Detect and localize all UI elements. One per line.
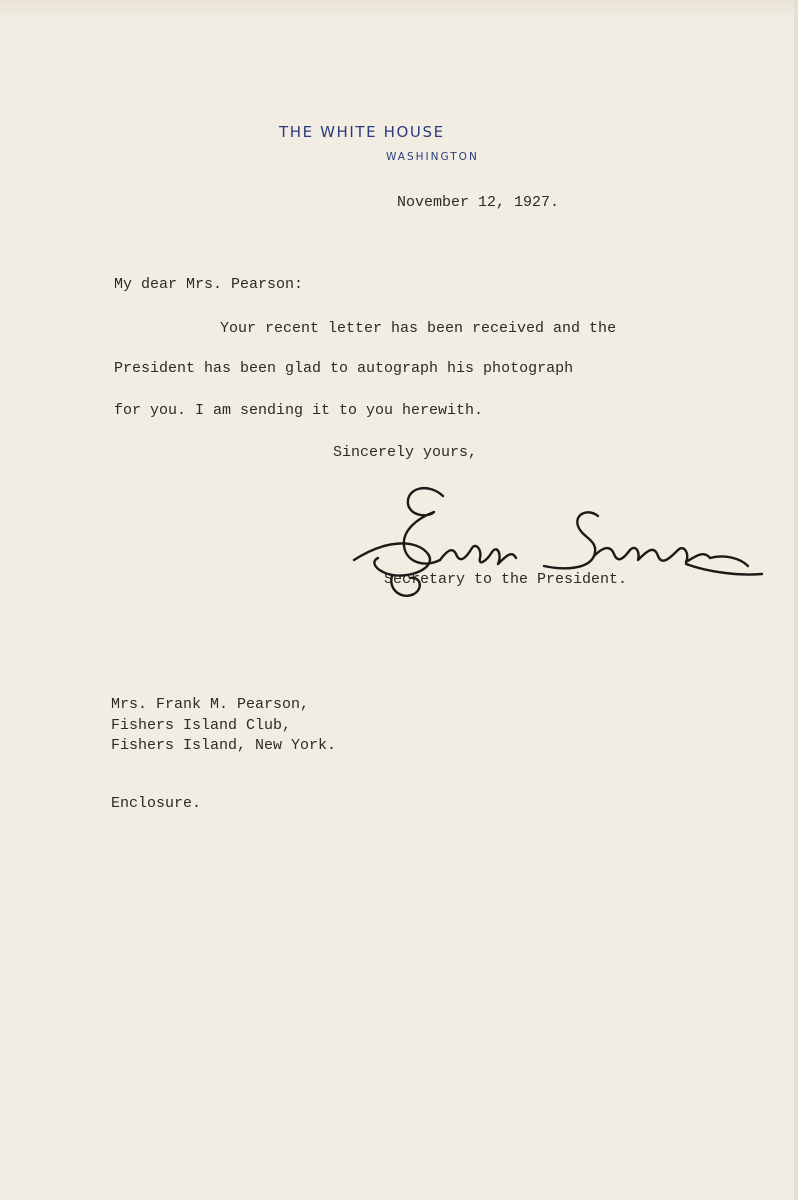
closing: Sincerely yours, — [333, 444, 478, 461]
letterhead-location: WASHINGTON — [386, 151, 479, 163]
body-line-3: for you. I am sending it to you herewith. — [114, 402, 484, 419]
salutation: My dear Mrs. Pearson: — [114, 276, 304, 293]
paper-top-edge — [0, 0, 798, 22]
letterhead-title: THE WHITE HOUSE — [279, 123, 445, 141]
signature-image — [348, 478, 768, 606]
letter-date: November 12, 1927. — [397, 194, 560, 211]
recipient-line-2: Fishers Island Club, — [111, 717, 292, 734]
body-line-2: President has been glad to autograph his photograph — [114, 360, 574, 377]
signer-title: Secretary to the President. — [384, 571, 628, 588]
body-line-1: Your recent letter has been received and the — [220, 320, 617, 337]
enclosure-note: Enclosure. — [111, 795, 202, 812]
recipient-line-1: Mrs. Frank M. Pearson, — [111, 696, 310, 713]
recipient-line-3: Fishers Island, New York. — [111, 737, 337, 754]
paper-right-edge — [794, 0, 798, 1200]
